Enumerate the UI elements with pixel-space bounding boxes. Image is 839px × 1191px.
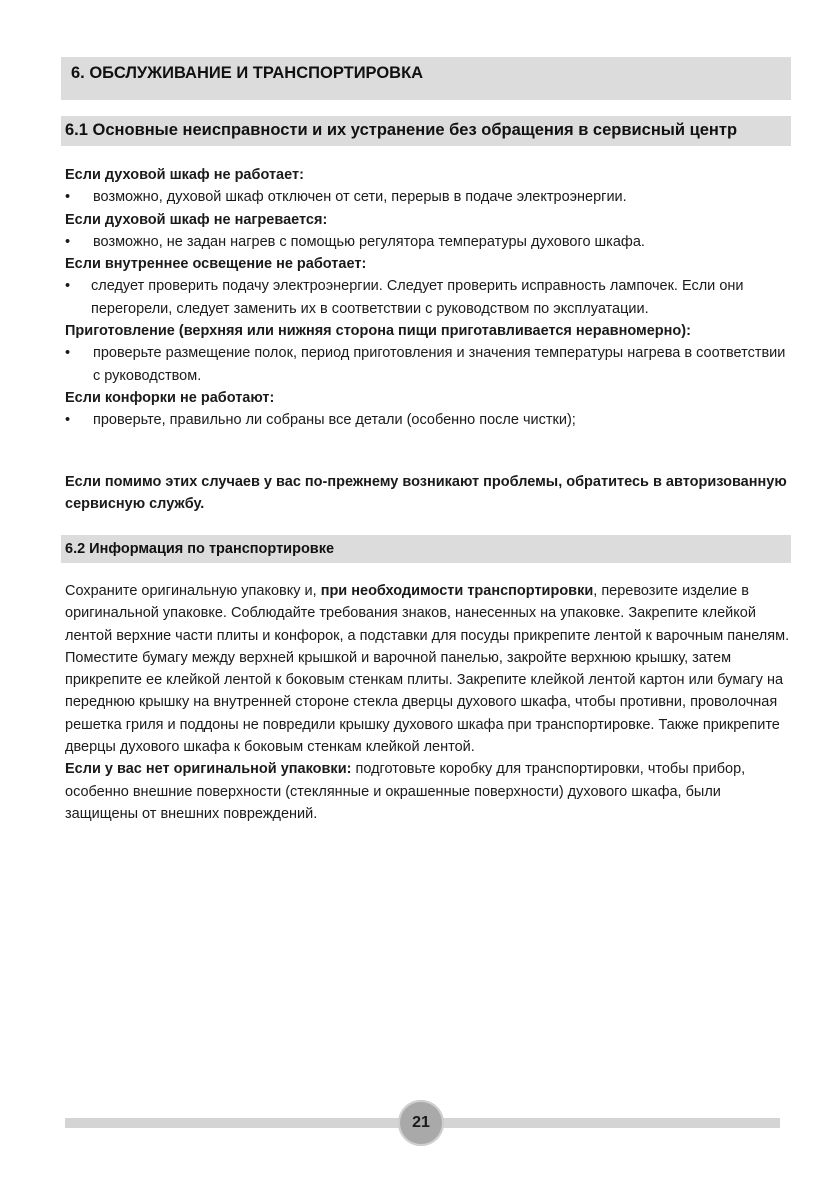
subsection-title-transport: 6.2 Информация по транспортировке — [61, 535, 791, 563]
issue-bullet: • проверьте, правильно ли собраны все детали (особенно после чистки); — [65, 409, 795, 431]
service-note: Если помимо этих случаев у вас по-прежнему возникают проблемы, обратитесь в авторизованную сервисную службу. — [65, 474, 787, 513]
issue-heading: Если духовой шкаф не работает: — [65, 167, 304, 183]
issue-heading: Если духовой шкаф не нагревается: — [65, 211, 328, 228]
issue-heading: Приготовление (верхняя или нижняя сторона пищи приготавливается неравномерно): — [65, 323, 691, 340]
issue-bullet: • следует проверить подачу электроэнергии. Следует проверить исправность лампочек. Если они перегорели, следует заменить их в соответствии с руководством по эксплуатации. — [65, 275, 795, 320]
no-packaging-label: Если у вас нет оригинальной упаковки: — [65, 761, 352, 778]
issue-bullet: • возможно, не задан нагрев с помощью регулятора температуры духового шкафа. — [65, 231, 795, 253]
issue-bullet: • проверьте размещение полок, период приготовления и значения температуры нагрева в соответствии с руководством. — [65, 342, 795, 387]
issue-bullet: • возможно, духовой шкаф отключен от сети, перерыв в подаче электроэнергии. — [65, 186, 795, 208]
no-packaging-text: подготовьте коробку для транспортировки, чтобы прибор, особенно внешние поверхности (стеклянные и окрашенные поверхности) духового шкафа, были защищены от внешних повреждений. — [65, 761, 746, 822]
transport-emphasis: при необходимости транспортировки — [320, 583, 594, 599]
section-title: 6. ОБСЛУЖИВАНИЕ И ТРАНСПОРТИРОВКА — [61, 57, 791, 100]
troubleshooting-list — [65, 164, 795, 432]
issue-heading: Если конфорки не работают: — [65, 389, 275, 406]
transport-text: Сохраните оригинальную упаковку и, — [65, 583, 321, 599]
transport-text: , перевозите изделие в оригинальной упаковке. Соблюдайте требования знаков, нанесенных на упаковке. Закрепите клейкой лентой верхние части плиты и конфорок, а подставки для посуды прикрепите лентой к варочным панелям. Поместите бумагу между верхней крышкой и варочной панелью, закройте верхнюю крышку, затем прикрепите ее клейкой лентой к боковым стенкам плиты. Закрепите клейкой лентой картон или бумагу на переднюю крышку на внутренней стороне стекла дверцы духового шкафа, чтобы противни, проволочная решетка гриля и поддоны не повредили крышку духового шкафа при транспортировке. Также прикрепите дверцы духового шкафа к боковым стенкам клейкой лентой. — [65, 583, 790, 756]
page-number: 21 — [398, 1100, 444, 1146]
transport-paragraph — [65, 580, 795, 825]
issue-heading: Если внутреннее освещение не работает: — [65, 256, 367, 273]
subsection-title-troubleshooting: 6.1 Основные неисправности и их устранение без обращения в сервисный центр — [61, 116, 791, 146]
